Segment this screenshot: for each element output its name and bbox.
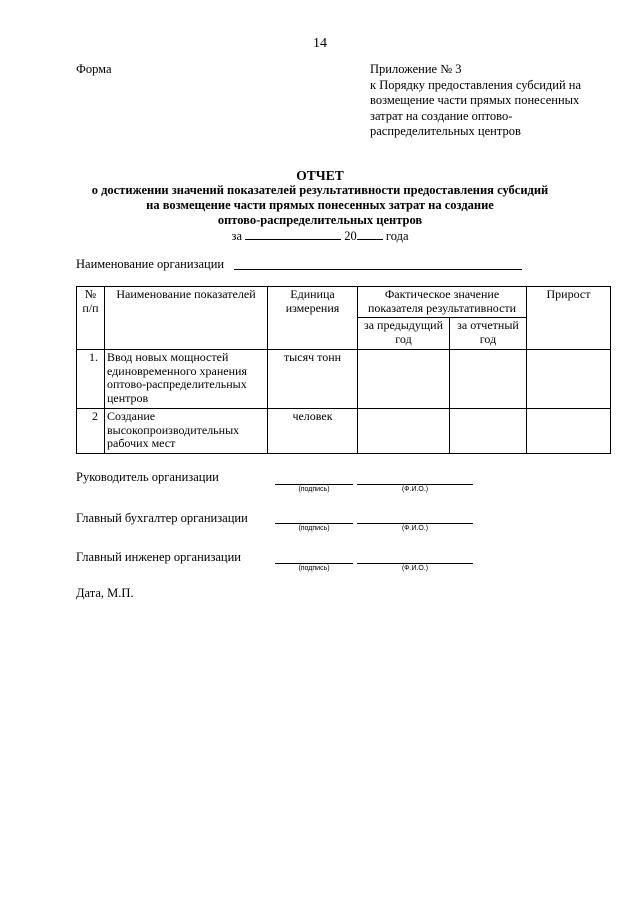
name-field-accountant[interactable] — [357, 523, 473, 524]
signature-caption: (подпись) — [298, 565, 330, 572]
appendix-line-2: к Порядку предоставления субсидий на — [370, 77, 582, 92]
header-name: Наименование показателей — [105, 287, 268, 350]
row-2-name: Создание высокопроизводительных рабочих мест — [105, 409, 268, 454]
year-blank[interactable] — [357, 228, 383, 240]
appendix-line-1: Приложение № 3 — [370, 62, 462, 76]
signature-field-director[interactable] — [275, 484, 353, 485]
report-period — [60, 228, 580, 244]
appendix-line-5: распределительных центров — [370, 124, 521, 138]
page-number: 14 — [313, 36, 327, 51]
title-line-3: оптово-распределительных центров — [217, 213, 423, 227]
name-caption: (Ф.И.О.) — [401, 486, 429, 493]
row-2-growth[interactable] — [527, 409, 611, 454]
signature-label-director: Руководитель организации — [76, 470, 219, 484]
appendix-note — [370, 62, 620, 140]
header-growth: Прирост — [527, 287, 611, 350]
title-line-2: на возмещение части прямых понесенных затрат на создание — [146, 198, 494, 212]
header-num: № п/п — [77, 287, 105, 350]
row-1-growth[interactable] — [527, 350, 611, 409]
table-row — [77, 350, 611, 409]
row-1-name: Ввод новых мощностей единовременного хранения оптово-распределительных центров — [105, 350, 268, 409]
row-1-prev[interactable] — [358, 350, 450, 409]
table-row — [77, 409, 611, 454]
header-prev-year: за предыдущий год — [358, 318, 450, 350]
signature-caption: (подпись) — [298, 486, 330, 493]
date-stamp-label: Дата, М.П. — [76, 586, 134, 600]
form-label: Форма — [76, 62, 112, 76]
signature-label-engineer: Главный инженер организации — [76, 550, 241, 564]
row-2-current[interactable] — [450, 409, 527, 454]
row-2-num: 2 — [77, 409, 105, 454]
row-1-num: 1. — [77, 350, 105, 409]
name-caption: (Ф.И.О.) — [401, 525, 429, 532]
row-1-current[interactable] — [450, 350, 527, 409]
period-suffix: года — [385, 229, 409, 243]
row-2-unit: человек — [268, 409, 358, 454]
organization-label: Наименование организации — [76, 257, 225, 271]
name-field-director[interactable] — [357, 484, 473, 485]
table-header-row — [77, 287, 611, 318]
header-current-year: за отчетный год — [450, 318, 527, 350]
signature-field-accountant[interactable] — [275, 523, 353, 524]
report-table — [76, 286, 611, 454]
row-1-unit: тысяч тонн — [268, 350, 358, 409]
appendix-line-4: затрат на создание оптово- — [370, 108, 513, 123]
name-caption: (Ф.И.О.) — [401, 565, 429, 572]
appendix-line-3: возмещение части прямых понесенных — [370, 93, 580, 107]
title-line-1: о достижении значений показателей результативности предоставления субсидий — [91, 183, 549, 197]
period-year-prefix: 20 — [344, 229, 357, 243]
organization-field[interactable] — [234, 269, 522, 270]
signature-caption: (подпись) — [298, 525, 330, 532]
header-unit: Единица измерения — [268, 287, 358, 350]
name-field-engineer[interactable] — [357, 563, 473, 564]
header-actual: Фактическое значение показателя результативности — [358, 287, 527, 318]
row-2-prev[interactable] — [358, 409, 450, 454]
report-title — [60, 168, 580, 228]
title-main: ОТЧЕТ — [296, 168, 344, 183]
signature-label-accountant: Главный бухгалтер организации — [76, 511, 248, 525]
signature-field-engineer[interactable] — [275, 563, 353, 564]
period-prefix: за — [231, 229, 242, 243]
period-blank[interactable] — [245, 228, 341, 240]
